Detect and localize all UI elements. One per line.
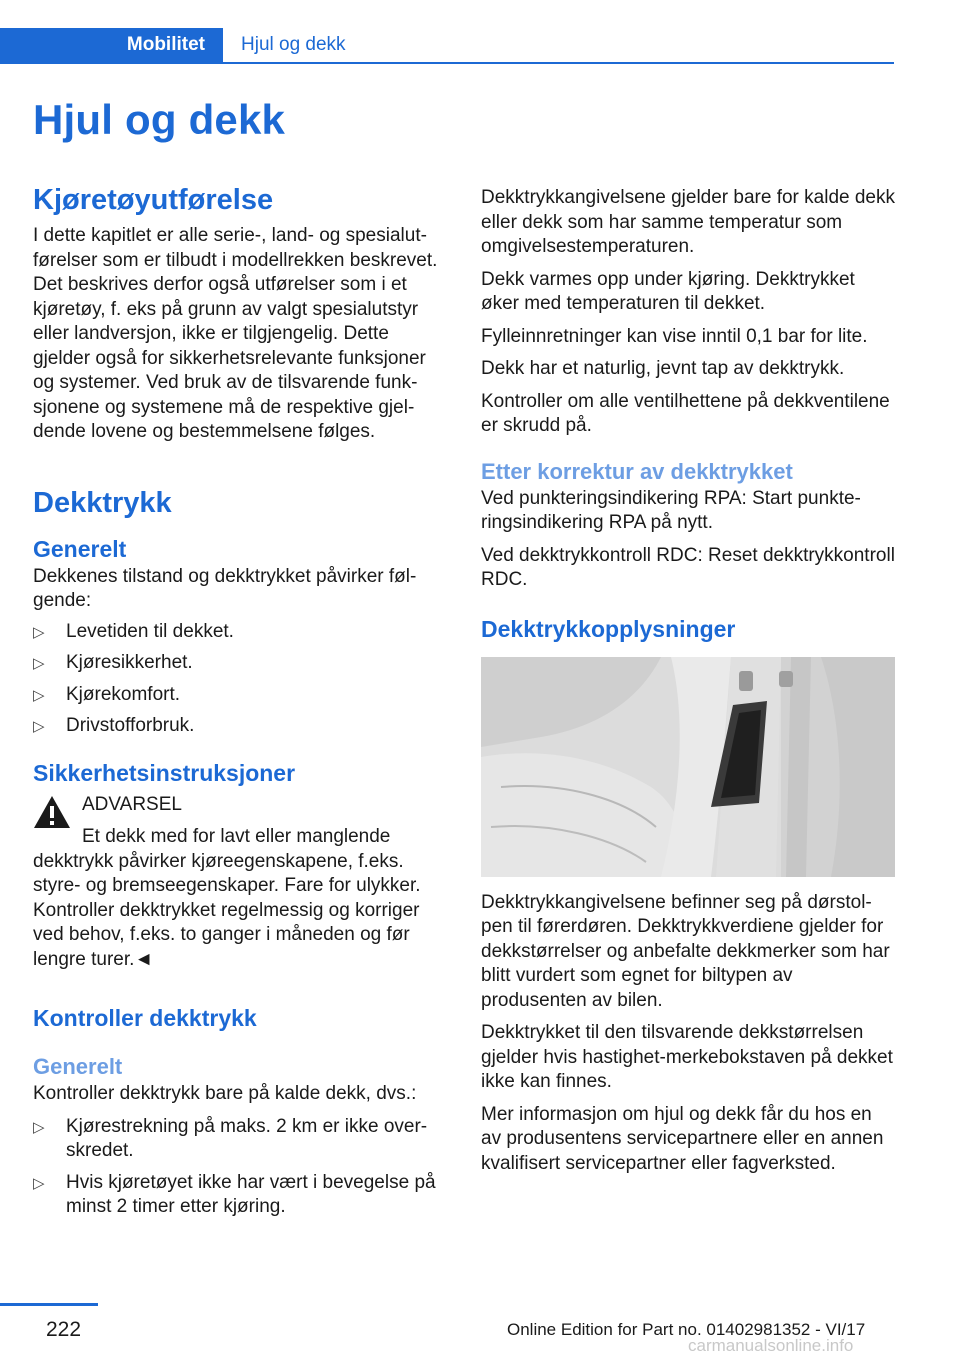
tab-mobilitet[interactable]: Mobilitet [0,28,223,62]
subheading-etter-korrektur: Etter korrektur av dekktrykket [481,458,793,484]
list-item [33,714,447,739]
list-item [33,651,447,676]
left-column [33,180,447,1227]
triangle-bullet-icon: ▷ [33,655,45,672]
watermark: carmanualsonline.info [688,1336,854,1355]
door-pillar-photo [481,657,895,877]
check-paragraph: Kontroller dekktrykk bare på kalde dekk, dvs.: [33,1083,417,1104]
paragraph: Mer informasjon om hjul og dekk får du hos en av produsentens servicepartnere eller en annen kvalifisert servicepartner eller fagverksted. [481,1103,884,1174]
paragraph: Fylleinnretninger kan vise inntil 0,1 bar for lite. [481,325,868,347]
factors-list [33,620,447,739]
footer-rule [0,1303,98,1306]
page-title: Hjul og dekk [33,96,286,143]
intro-paragraph: I dette kapitlet er alle serie-, land- og spesialutførelser som er tilbudt i modellrekken beskrevet. Det beskrives derfor også utførelser som i et kjøretøy, f. eks på grunn av valgt spesialutstyr eller landversjon, ikke er tilgjengelig. Dette gjelder også for sikkerhetsrelevante funksjoner og systemer. Ved bruk av de tilsvarende funksjonene og systemene må de respektive gjeldende lovene og bestemmelsene følges. [33,225,438,442]
subheading-kontroller-dekktrykk: Kontroller dekktrykk [33,1005,257,1031]
triangle-bullet-icon: ▷ [33,623,45,641]
list-item [33,620,447,645]
edition-text: Online Edition for Part no. 01402981352 - VI/17 [507,1320,866,1339]
paragraph: Ved dekktrykkontroll RDC: Reset dekktrykkontroll RDC. [481,544,895,590]
check-conditions-list [33,1115,447,1220]
list-item-text: Drivstofforbruk. [66,715,195,736]
list-item [33,683,447,708]
paragraph: Dekk har et naturlig, jevnt tap av dekktrykk. [481,358,845,379]
right-column [481,180,895,1176]
triangle-bullet-icon: ▷ [33,718,45,735]
list-item-text: Kjørestrekning på maks. 2 km er ikke overskredet. [66,1115,428,1161]
paragraph: Ved punkteringsindikering RPA: Start punkteringsindikering RPA på nytt. [481,487,861,533]
list-item-text: Kjørekomfort. [66,683,181,705]
triangle-bullet-icon: ▷ [33,1174,45,1192]
section-heading-kjoretoyutforelse: Kjøretøyutførelse [33,184,274,216]
warning-box [33,793,447,973]
subheading-generelt: Generelt [33,535,127,562]
subheading-sikkerhetsinstruksjoner: Sikkerhetsinstruksjoner [33,759,296,786]
paragraph: Dekktrykkangivelsene gjelder bare for kalde dekk eller dekk som har samme temperatur som omgivelsestemperaturen. [481,187,895,257]
paragraph: Kontroller om alle ventilhettene på dekkventilene er skrudd på. [481,390,890,436]
warning-triangle-icon [33,795,71,829]
list-item-text: Hvis kjøretøyet ikke har vært i bevegelse på minst 2 timer etter kjøring. [66,1171,436,1217]
paragraph: Dekktrykkangivelsene befinner seg på dørstolpen til førerdøren. Dekktrykkverdiene gjelder for dekkstørrelser og anbefalte dekkmerker som har blitt vurdert som egnet for biltypen av produsenten av bilen. [481,891,890,1011]
paragraph: Dekk varmes opp under kjøring. Dekktrykket øker med temperaturen til dekket. [481,268,855,314]
subheading-dekktrykkopplysninger: Dekktrykkopplysninger [481,615,736,642]
list-item [33,1171,447,1220]
list-item [33,1115,447,1164]
triangle-bullet-icon: ▷ [33,686,45,704]
paragraph: Dekktrykket til den tilsvarende dekkstørrelsen gjelder hvis hastighet-merkebokstaven på dekket ikke kan finnes. [481,1022,893,1092]
section-heading-dekktrykk: Dekktrykk [33,486,172,519]
subheading-generelt-2: Generelt [33,1054,123,1079]
generelt-paragraph: Dekkenes tilstand og dekktrykket påvirker følgende: [33,565,417,611]
page-number: 222 [46,1318,82,1341]
list-item-text: Levetiden til dekket. [66,620,234,642]
list-item-text: Kjøresikkerhet. [66,652,193,673]
warning-label: ADVARSEL [82,793,182,815]
triangle-bullet-icon: ▷ [33,1118,45,1136]
tab-hjul-og-dekk[interactable]: Hjul og dekk [241,34,346,55]
header-bar [0,28,894,64]
warning-text: Et dekk med for lavt eller manglende dekktrykk påvirker kjøreegenskapene, f.eks. styre- og bremseegenskaper. Fare for ulykker. Kontroller dekktrykket regelmessig og korriger ved behov, f.eks. to ganger i måneden og før lengre turer.◄ [33,826,421,970]
